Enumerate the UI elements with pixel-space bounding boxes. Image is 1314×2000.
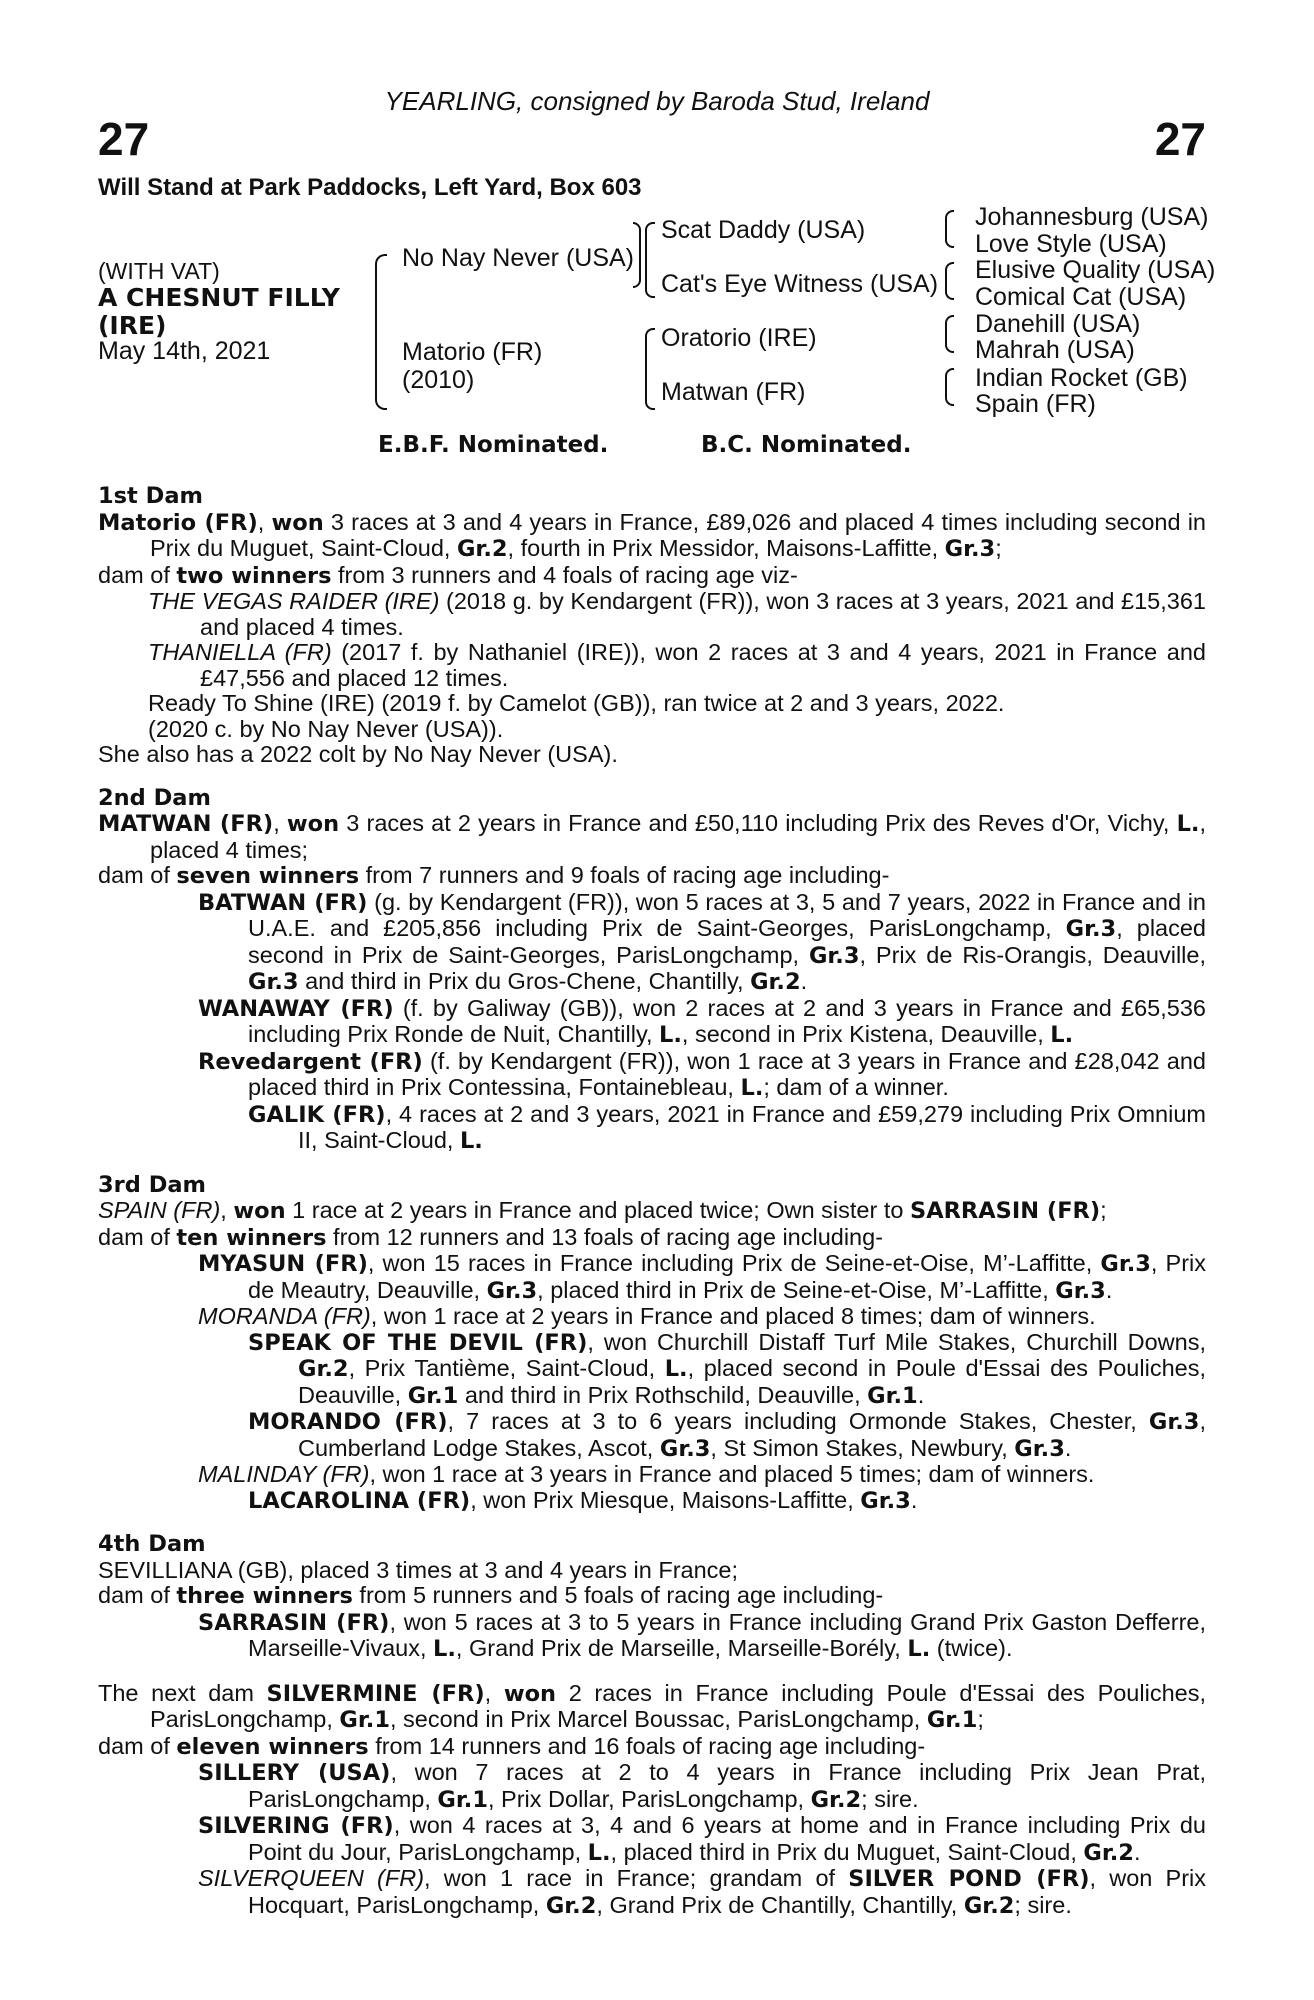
pedigree-dam-dam: Matwan (FR)	[661, 378, 806, 406]
next-dam-record: The next dam SILVERMINE (FR), won 2 races in France including Poule d'Essai des Pouliches, ParisLongchamp, Gr.1, second in Prix Marcel Boussac, ParisLongchamp, Gr.1;	[98, 1679, 1206, 1733]
bc-nomination: B.C. Nominated.	[701, 432, 912, 458]
produce-item: GALIK (FR), 4 races at 2 and 3 years, 2021 in France and £59,279 including Prix Omnium II, Saint-Cloud, L.	[248, 1100, 1206, 1154]
dam4-record: SEVILLIANA (GB), placed 3 times at 3 and 4 years in France;	[98, 1556, 739, 1583]
dam2-record: MATWAN (FR), won 3 races at 2 years in France and £50,110 including Prix des Reves d'Or, Vichy, L., placed 4 times;	[98, 810, 1206, 863]
lot-number-right: 27	[1154, 113, 1206, 165]
pedigree-brace-g2	[945, 262, 954, 300]
section-heading-1st-dam: 1st Dam	[98, 483, 203, 509]
produce-item: MORANDO (FR), 7 races at 3 to 6 years including Ormonde Stakes, Chester, Gr.3, Cumberland Lodge Stakes, Ascot, Gr.3, St Simon Stakes, Newbury, Gr.3.	[248, 1408, 1206, 1462]
pedigree-sire: No Nay Never (USA)	[402, 244, 634, 272]
foaling-date: May 14th, 2021	[98, 337, 271, 365]
produce-item: Ready To Shine (IRE) (2019 f. by Camelot (GB)), ran twice at 2 and 3 years, 2022.	[148, 690, 1005, 716]
pedigree-brace-g4	[945, 368, 954, 406]
pedigree-g3: Elusive Quality (USA)	[975, 256, 1216, 284]
produce-item: SPEAK OF THE DEVIL (FR), won Churchill Distaff Turf Mile Stakes, Churchill Downs, Gr.2, Prix Tantième, Saint-Cloud, L., placed second in Poule d'Essai des Pouliches, Deauville, Gr.1 and third in Prix Rothschild, Deauville, Gr.1.	[248, 1328, 1206, 1409]
pedigree-g2: Love Style (USA)	[975, 230, 1167, 258]
produce-item: THANIELLA (FR) (2017 f. by Nathaniel (IRE)), won 2 races at 3 and 4 years, 2021 in France and £47,556 and placed 12 times.	[148, 639, 1207, 691]
pedigree-sire-dam: Cat's Eye Witness (USA)	[661, 270, 939, 298]
produce-item: SILVERQUEEN (FR), won 1 race in France; grandam of SILVER POND (FR), won Prix Hocquart, ParisLongchamp, Gr.2, Grand Prix de Chantilly, Chantilly, Gr.2; sire.	[198, 1865, 1207, 1919]
dam3-produce-summary: dam of ten winners from 12 runners and 13 foals of racing age including-	[98, 1223, 884, 1251]
dam1-record: Matorio (FR), won 3 races at 3 and 4 years in France, £89,026 and placed 4 times including second in Prix du Muguet, Saint-Cloud, Gr.2, fourth in Prix Messidor, Maisons-Laffitte, Gr.3;	[98, 508, 1206, 562]
pedigree-brace-sire-line	[645, 222, 655, 298]
catalogue-subtitle: YEARLING, consigned by Baroda Stud, Ireland	[384, 86, 930, 116]
lot-number-left: 27	[98, 113, 150, 165]
produce-item: MYASUN (FR), won 15 races in France including Prix de Seine-et-Oise, M’-Laffitte, Gr.3, Prix de Meautry, Deauville, Gr.3, placed third in Prix de Seine-et-Oise, M’-Laffitte, Gr.3.	[198, 1250, 1207, 1304]
pedigree-brace-dam-line	[645, 328, 655, 410]
lot-title-line1: A CHESNUT FILLY	[98, 283, 340, 312]
catalogue-body	[98, 484, 1206, 1919]
produce-item: WANAWAY (FR) (f. by Galiway (GB)), won 2 races at 2 and 3 years in France and £65,536 including Prix Ronde de Nuit, Chantilly, L., second in Prix Kistena, Deauville, L.	[198, 994, 1206, 1048]
pedigree-dam-year: (2010)	[402, 366, 475, 394]
next-dam-produce-summary: dam of eleven winners from 14 runners and 16 foals of racing age including-	[98, 1732, 926, 1760]
pedigree-dam-sire: Oratorio (IRE)	[661, 324, 817, 352]
lot-title-line2: (IRE)	[98, 311, 167, 340]
produce-item: THE VEGAS RAIDER (IRE) (2018 g. by Kendargent (FR)), won 3 races at 3 years, 2021 and £15,361 and placed 4 times.	[148, 588, 1206, 640]
produce-item: MALINDAY (FR), won 1 race at 3 years in France and placed 5 times; dam of winners.	[198, 1461, 1095, 1487]
dam3-record: SPAIN (FR), won 1 race at 2 years in France and placed twice; Own sister to SARRASIN (FR);	[98, 1197, 1107, 1224]
pedigree-brace-g3	[945, 315, 954, 353]
produce-item: MORANDA (FR), won 1 race at 2 years in France and placed 8 times; dam of winners.	[198, 1303, 1096, 1329]
produce-item: SILVERING (FR), won 4 races at 3, 4 and 6 years at home and in France including Prix du Point du Jour, ParisLongchamp, L., placed third in Prix du Muguet, Saint-Cloud, Gr.2.	[198, 1812, 1206, 1866]
produce-item: Revedargent (FR) (f. by Kendargent (FR)), won 1 race at 3 years in France and £28,042 and placed third in Prix Contessina, Fontainebleau, L.; dam of a winner.	[198, 1047, 1206, 1101]
pedigree-g7: Indian Rocket (GB)	[975, 364, 1188, 392]
stand-location: Will Stand at Park Paddocks, Left Yard, Box 603	[98, 174, 642, 201]
vat-note: (WITH VAT)	[98, 258, 220, 284]
section-heading-2nd-dam: 2nd Dam	[98, 784, 211, 811]
ebf-nomination: E.B.F. Nominated.	[378, 432, 609, 458]
pedigree-dam: Matorio (FR)	[402, 338, 543, 366]
produce-item: BATWAN (FR) (g. by Kendargent (FR)), won 5 races at 3, 5 and 7 years, 2022 in France and in U.A.E. and £205,856 including Prix de Saint-Georges, ParisLongchamp, Gr.3, placed second in Prix de Saint-Georges, ParisLongchamp, Gr.3, Prix de Ris-Orangis, Deauville, Gr.3 and third in Prix du Gros-Chene, Chantilly, Gr.2.	[198, 888, 1207, 995]
pedigree-g4: Comical Cat (USA)	[975, 283, 1187, 311]
section-heading-3rd-dam: 3rd Dam	[98, 1171, 206, 1198]
dam1-produce-summary: dam of two winners from 3 runners and 4 foals of racing age viz-	[98, 561, 798, 589]
section-heading-4th-dam: 4th Dam	[98, 1531, 206, 1557]
pedigree-brace-main	[375, 254, 387, 410]
pedigree-brace-sire	[633, 222, 641, 288]
produce-item: SARRASIN (FR), won 5 races at 3 to 5 years in France including Grand Prix Gaston Defferre, Marseille-Vivaux, L., Grand Prix de Marseille, Marseille-Borély, L. (twice).	[198, 1608, 1206, 1662]
produce-item: SILLERY (USA), won 7 races at 2 to 4 years in France including Prix Jean Prat, ParisLongchamp, Gr.1, Prix Dollar, ParisLongchamp, Gr.2; sire.	[198, 1759, 1206, 1813]
produce-item: LACAROLINA (FR), won Prix Miesque, Maisons-Laffitte, Gr.3.	[248, 1486, 918, 1514]
pedigree-sire-sire: Scat Daddy (USA)	[661, 216, 866, 244]
pedigree-g6: Mahrah (USA)	[975, 336, 1135, 364]
pedigree-g8: Spain (FR)	[975, 390, 1096, 418]
pedigree-g5: Danehill (USA)	[975, 310, 1141, 338]
pedigree-g1: Johannesburg (USA)	[975, 203, 1209, 231]
dam4-produce-summary: dam of three winners from 5 runners and 5 foals of racing age including-	[98, 1582, 884, 1609]
pedigree-brace-g1	[945, 210, 954, 248]
dam2-produce-summary: dam of seven winners from 7 runners and 9 foals of racing age including-	[98, 862, 890, 889]
produce-item: (2020 c. by No Nay Never (USA)).	[148, 715, 504, 742]
dam1-note: She also has a 2022 colt by No Nay Never (USA).	[98, 741, 618, 767]
